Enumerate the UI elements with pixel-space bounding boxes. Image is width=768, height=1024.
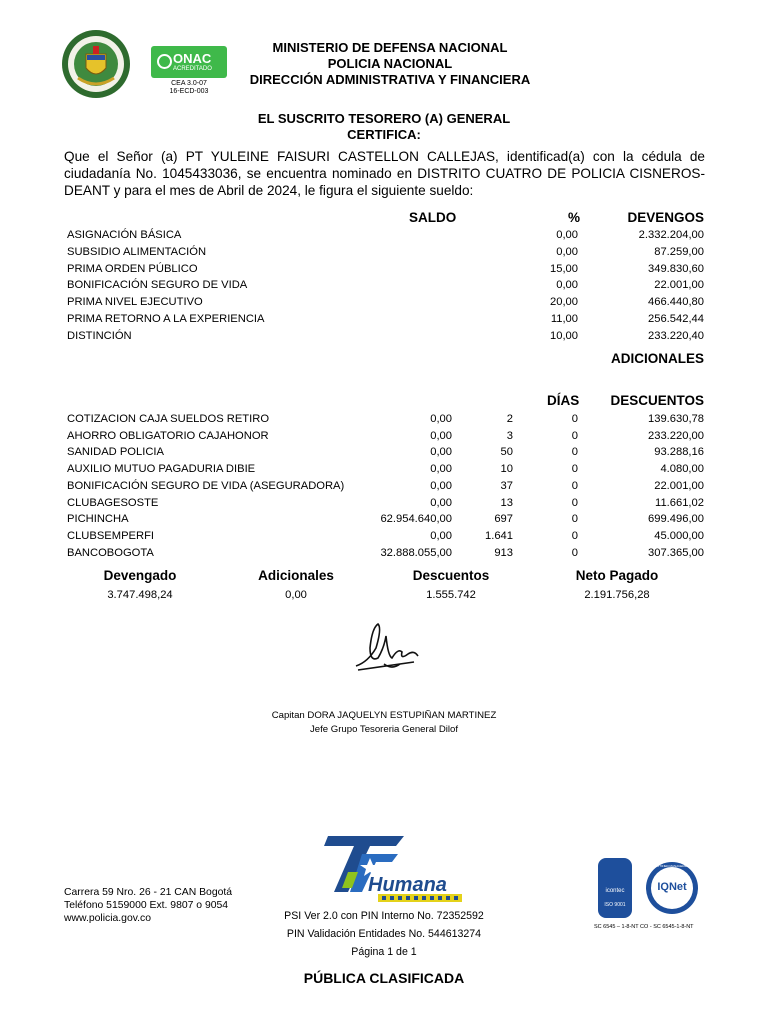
col-pct-header: % [568, 210, 581, 225]
signer-name: Capitan DORA JAQUELYN ESTUPIÑAN MARTINEZ [271, 710, 497, 721]
descuento-name: BANCOBOGOTA [67, 546, 154, 559]
devengo-name: ASIGNACIÓN BÁSICA [67, 229, 182, 241]
descuento-code: 37 [500, 479, 513, 492]
descuento-row [0, 463, 768, 479]
descuento-saldo: 0,00 [430, 463, 452, 476]
descuento-dias: 0 [571, 513, 578, 526]
summary-devengado-label: Devengado [103, 568, 177, 583]
descuento-code: 3 [506, 429, 513, 442]
police-seal-logo [60, 28, 132, 100]
devengo-row [0, 246, 768, 262]
iqnet-logo [646, 862, 698, 914]
onac-circle-icon [157, 54, 172, 69]
descuento-row [0, 513, 768, 529]
footer-website: www.policia.gov.co [64, 913, 152, 924]
descuento-saldo: 0,00 [430, 529, 452, 542]
summary-adicionales-label: Adicionales [258, 568, 334, 583]
summary-neto-label: Neto Pagado [575, 568, 659, 583]
devengo-value: 22.001,00 [654, 279, 704, 292]
devengo-name: PRIMA ORDEN PÚBLICO [67, 262, 198, 275]
descuento-name: BONIFICACIÓN SEGURO DE VIDA (ASEGURADORA) [67, 479, 345, 492]
onac-code-1: CEA 3.0-07 [171, 80, 207, 87]
descuento-saldo: 0,00 [430, 496, 452, 509]
devengo-value: 256.542,44 [648, 313, 704, 325]
devengo-name: PRIMA RETORNO A LA EXPERIENCIA [67, 313, 265, 325]
devengo-row [0, 296, 768, 312]
devengo-row [0, 330, 768, 346]
descuento-dias: 0 [571, 429, 578, 442]
descuento-row [0, 413, 768, 429]
descuento-name: PICHINCHA [67, 513, 129, 526]
descuento-value: 699.496,00 [648, 513, 704, 526]
intro-paragraph: Que el Señor (a) PT YULEINE FAISURI CASTELLON CALLEJAS, identificad(a) con la cédula de ciudadanía No. 1045433036, se encuentra nominado en DISTRITO CUATRO DE POLICIA CISNEROS-DEANT y para el mes de Abril de 2024, le figura el siguiente sueldo: [64, 149, 705, 198]
devengo-pct: 15,00 [550, 262, 578, 275]
descuento-dias: 0 [571, 413, 578, 425]
descuento-code: 50 [500, 446, 513, 459]
devengo-row [0, 313, 768, 329]
devengo-value: 349.830,60 [648, 262, 704, 275]
iso-label: ISO 9001 [604, 902, 626, 908]
devengo-name: SUBSIDIO ALIMENTACIÓN [67, 245, 207, 258]
devengo-value: 87.259,00 [654, 245, 704, 258]
descuento-saldo: 32.888.055,00 [380, 546, 452, 559]
iqnet-label: IQNet [657, 881, 687, 893]
devengo-pct: 0,00 [556, 279, 578, 292]
descuento-code: 10 [500, 463, 513, 476]
descuento-value: 233.220,00 [648, 429, 704, 442]
descuento-dias: 0 [571, 463, 578, 476]
devengo-row [0, 263, 768, 279]
descuento-saldo: 0,00 [430, 413, 452, 425]
title-treasurer: EL SUSCRITO TESORERO (A) GENERAL [257, 111, 511, 126]
descuento-name: SANIDAD POLICIA [67, 446, 164, 459]
descuento-name: CLUBAGESOSTE [67, 496, 159, 509]
descuento-value: 45.000,00 [654, 529, 704, 542]
footer-phone: Teléfono 5159000 Ext. 9807 o 9054 [64, 900, 229, 911]
descuento-code: 913 [494, 546, 513, 559]
descuento-code: 13 [500, 496, 513, 509]
devengo-pct: 0,00 [556, 245, 578, 258]
header-ministry: MINISTERIO DE DEFENSA NACIONAL [272, 40, 508, 55]
descuento-dias: 0 [571, 479, 578, 492]
devengo-pct: 20,00 [550, 296, 578, 309]
descuento-saldo: 0,00 [430, 446, 452, 459]
signature-image [348, 618, 426, 676]
descuento-dias: 0 [571, 529, 578, 542]
descuento-dias: 0 [571, 446, 578, 459]
descuento-name: COTIZACION CAJA SUELDOS RETIRO [67, 413, 270, 425]
humana-logo [318, 832, 468, 908]
footer-pin: PIN Validación Entidades No. 544613274 [286, 928, 482, 940]
descuento-row [0, 497, 768, 513]
devengo-name: BONIFICACIÓN SEGURO DE VIDA [67, 279, 248, 292]
devengo-pct: 11,00 [550, 313, 578, 325]
title-certifies: CERTIFICA: [347, 127, 421, 142]
descuento-value: 11.661,02 [655, 496, 704, 509]
descuento-dias: 0 [571, 496, 578, 509]
header-direction: DIRECCIÓN ADMINISTRATIVA Y FINANCIERA [249, 72, 531, 87]
iqnet-ring-text: CERTIFIED MANAGEMENT SYSTEM [652, 864, 692, 872]
icontec-logo [598, 858, 632, 918]
footer-address: Carrera 59 Nro. 26 - 21 CAN Bogotá [64, 887, 233, 898]
onac-code-2: 16-ECD-003 [169, 88, 209, 95]
descuento-saldo: 0,00 [430, 479, 452, 492]
descuento-row [0, 446, 768, 462]
summary-descuentos-label: Descuentos [412, 568, 490, 583]
devengo-name: DISTINCIÓN [67, 329, 132, 342]
devengo-row [0, 279, 768, 295]
descuento-code: 697 [494, 513, 513, 526]
onac-sub: ACREDITADO [173, 66, 212, 72]
icontec-label: icontec [605, 888, 625, 894]
descuento-value: 307.365,00 [648, 546, 704, 559]
descuento-value: 4.080,00 [660, 463, 704, 476]
col-descuentos-header: DESCUENTOS [610, 393, 704, 408]
descuento-code: 2 [506, 413, 513, 425]
devengo-pct: 0,00 [556, 229, 578, 241]
devengo-name: PRIMA NIVEL EJECUTIVO [67, 296, 203, 309]
descuento-saldo: 62.954.640,00 [380, 513, 452, 526]
descuento-row [0, 547, 768, 563]
humana-logo-text: Humana [368, 874, 447, 896]
descuento-dias: 0 [571, 546, 578, 559]
footer-psi: PSI Ver 2.0 con PIN Interno No. 72352592 [284, 910, 484, 922]
descuento-name: AUXILIO MUTUO PAGADURIA DIBIE [67, 463, 256, 476]
devengo-row [0, 229, 768, 245]
summary-adicionales-value: 0,00 [285, 589, 307, 601]
summary-devengado-value: 3.747.498,24 [107, 589, 173, 601]
devengo-value: 466.440,80 [648, 296, 704, 309]
descuento-row [0, 530, 768, 546]
descuento-row [0, 430, 768, 446]
devengo-value: 2.332.204,00 [638, 229, 704, 241]
devengo-pct: 10,00 [550, 329, 578, 342]
devengo-value: 233.220,40 [648, 329, 704, 342]
descuento-row [0, 480, 768, 496]
header-police: POLICIA NACIONAL [327, 56, 453, 71]
descuento-value: 139.630,78 [648, 413, 704, 425]
classification-label: PÚBLICA CLASIFICADA [303, 970, 465, 986]
descuento-value: 93.288,16 [654, 446, 704, 459]
adicionales-header: ADICIONALES [610, 351, 704, 366]
descuento-value: 22.001,00 [654, 479, 704, 492]
onac-brand: ONAC [173, 51, 212, 66]
signer-role: Jefe Grupo Tesoreria General Dilof [309, 724, 459, 735]
summary-neto-value: 2.191.756,28 [584, 589, 650, 601]
descuento-code: 1.641 [485, 529, 513, 542]
summary-descuentos-value: 1.555.742 [426, 589, 476, 601]
descuento-name: CLUBSEMPERFI [67, 529, 155, 542]
descuento-saldo: 0,00 [430, 429, 452, 442]
footer-page-number: Página 1 de 1 [351, 946, 417, 958]
col-dias-header: DÍAS [547, 393, 580, 408]
descuento-name: AHORRO OBLIGATORIO CAJAHONOR [67, 429, 269, 442]
col-devengos-header: DEVENGOS [627, 210, 704, 225]
col-saldo-header: SALDO [409, 210, 457, 225]
cert-caption: SC 6545 – 1-8-NT CO - SC 6545-1-8-NT [594, 924, 694, 930]
